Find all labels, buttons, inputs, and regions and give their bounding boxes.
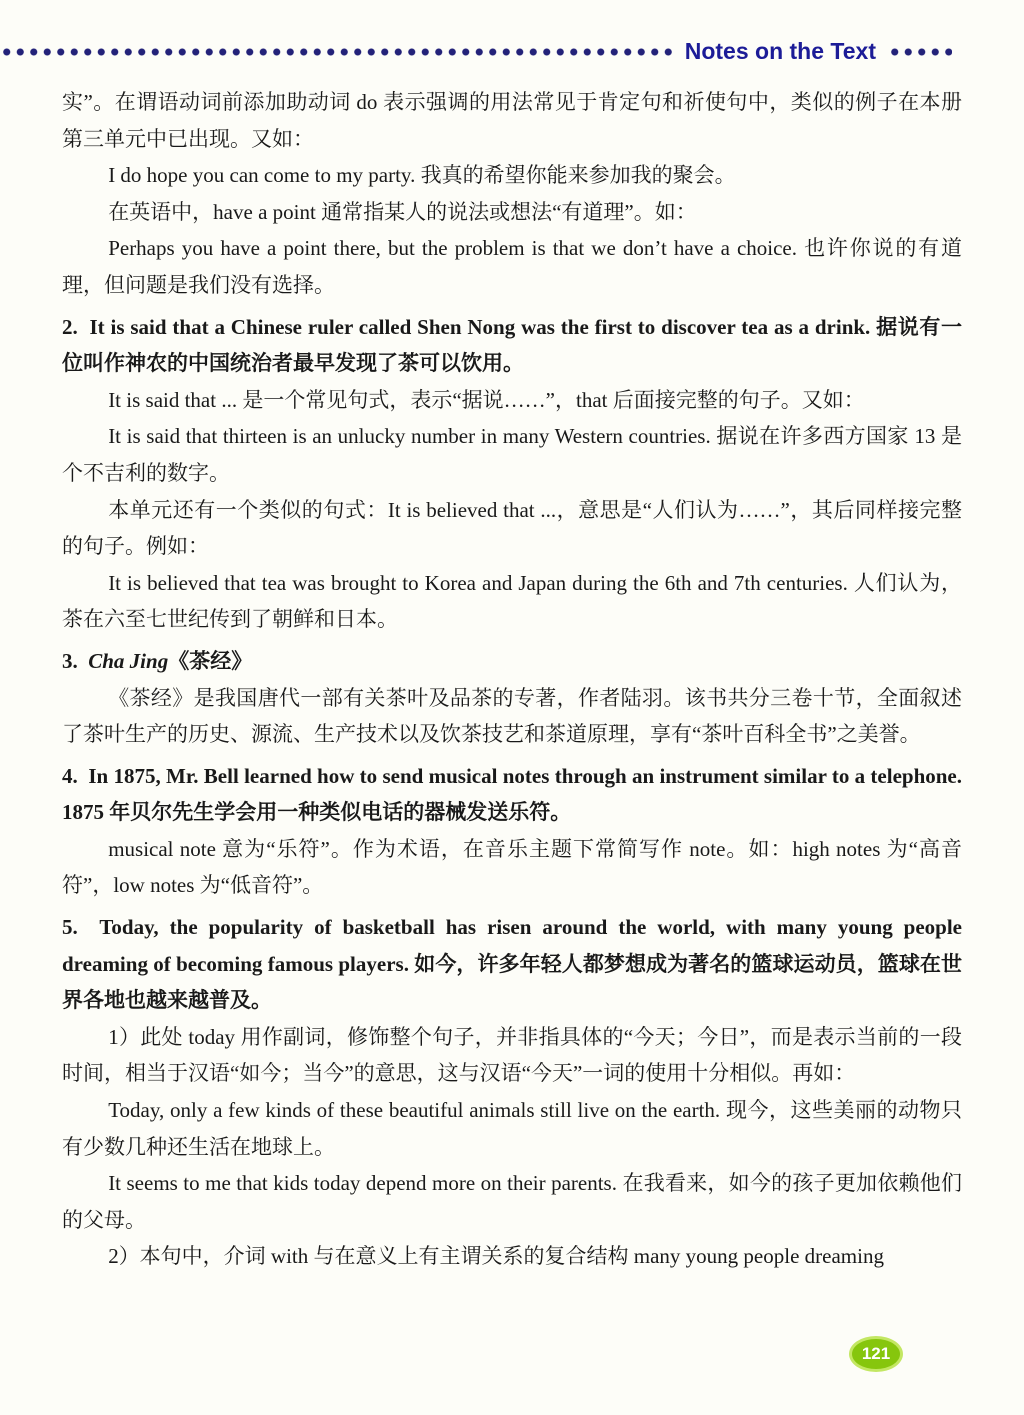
- paragraph: [62, 84, 962, 157]
- text-run: 2. It is said that a Chinese ruler called Shen Nong was the first to discover tea as a drink. 据说有一位叫作神农的中国统治者最早发现了茶可以饮用。: [62, 314, 962, 376]
- text-run: It is said that ... 是一个常见句式，表示“据说……”，that 后面接完整的句子。又如：: [108, 387, 865, 412]
- text-run: 1）此处 today 用作副词，修饰整个句子，并非指具体的“今天；今日”，而是表示当前的一段时间，相当于汉语“如今；当今”的意思，这与汉语“今天”一词的使用十分相似。再如：: [62, 1024, 962, 1086]
- notes-body: [62, 84, 962, 1275]
- paragraph: [62, 194, 962, 231]
- text-run: It is believed that tea was brought to Korea and Japan during the 6th and 7th centuries. 人们认为，茶在六至七世纪传到了朝鲜和日本。: [62, 570, 962, 632]
- text-run: 本单元还有一个类似的句式：It is believed that ...，意思是“人们认为……”，其后同样接完整的句子。例如：: [62, 497, 962, 559]
- dotted-rule-left: [0, 47, 673, 57]
- text-run: It seems to me that kids today depend more on their parents. 在我看来，如今的孩子更加依赖他们的父母。: [62, 1171, 962, 1232]
- text-run: 4. In 1875, Mr. Bell learned how to send musical notes through an instrument similar to a telephone. 1875 年贝尔先生学会用一种类似电话的器械发送乐符。: [62, 763, 962, 825]
- page-number: 121: [861, 1344, 891, 1363]
- text-run: musical note 意为“乐符”。作为术语，在音乐主题下常简写作 note。如：high notes 为“高音符”，low notes 为“低音符”。: [62, 836, 962, 898]
- paragraph: [62, 1165, 962, 1238]
- page-number-badge: [849, 1336, 903, 1372]
- dotted-rule-right: [888, 47, 952, 57]
- note-item: [62, 643, 962, 680]
- page-title: Notes on the Text: [684, 38, 876, 64]
- paragraph: [62, 1092, 962, 1165]
- text-run: 2）本句中，介词 with 与在意义上有主谓关系的复合结构 many young people dreaming: [108, 1244, 884, 1269]
- text-run: I do hope you can come to my party. 我真的希望你能来参加我的聚会。: [108, 163, 736, 188]
- paragraph: [62, 230, 962, 303]
- note-item: [62, 909, 962, 1019]
- paragraph: [62, 1019, 962, 1092]
- paragraph: [62, 680, 962, 753]
- paragraph: [62, 831, 962, 904]
- text-run: It is said that thirteen is an unlucky number in many Western countries. 据说在许多西方国家 13 是个不吉利的数字。: [62, 424, 962, 485]
- note-item: [62, 309, 962, 382]
- text-run: 在英语中，have a point 通常指某人的说法或想法“有道理”。如：: [108, 199, 697, 224]
- paragraph: [62, 565, 962, 638]
- text-run: 5. Today, the popularity of basketball has risen around the world, with many young people dreaming of becoming famous players. 如今，许多年轻人都梦想成为著名的篮球运动员，篮球在世界各地也越来越普及。: [62, 915, 962, 1013]
- paragraph: [62, 1238, 962, 1275]
- note-item: [62, 758, 962, 831]
- text-run: 3.: [62, 648, 89, 673]
- text-run: 《茶经》: [168, 648, 253, 673]
- text-run: 《茶经》是我国唐代一部有关茶叶及品茶的专著，作者陆羽。该书共分三卷十节，全面叙述了茶叶生产的历史、源流、生产技术以及饮茶技艺和茶道原理，享有“茶叶百科全书”之美誉。: [62, 685, 962, 747]
- text-run: Cha Jing: [88, 648, 169, 673]
- paragraph: [62, 382, 962, 419]
- paragraph: [62, 418, 962, 491]
- text-run: 实”。在谓语动词前添加助动词 do 表示强调的用法常见于肯定句和祈使句中，类似的例子在本册第三单元中已出现。又如：: [62, 90, 962, 151]
- text-run: Perhaps you have a point there, but the problem is that we don’t have a choice. 也许你说的有道理，但问题是我们没有选择。: [62, 236, 962, 297]
- paragraph: [62, 157, 962, 194]
- section-header: [0, 38, 1024, 65]
- text-run: Today, only a few kinds of these beautiful animals still live on the earth. 现今，这些美丽的动物只有少数几种还生活在地球上。: [62, 1098, 962, 1159]
- paragraph: [62, 492, 962, 565]
